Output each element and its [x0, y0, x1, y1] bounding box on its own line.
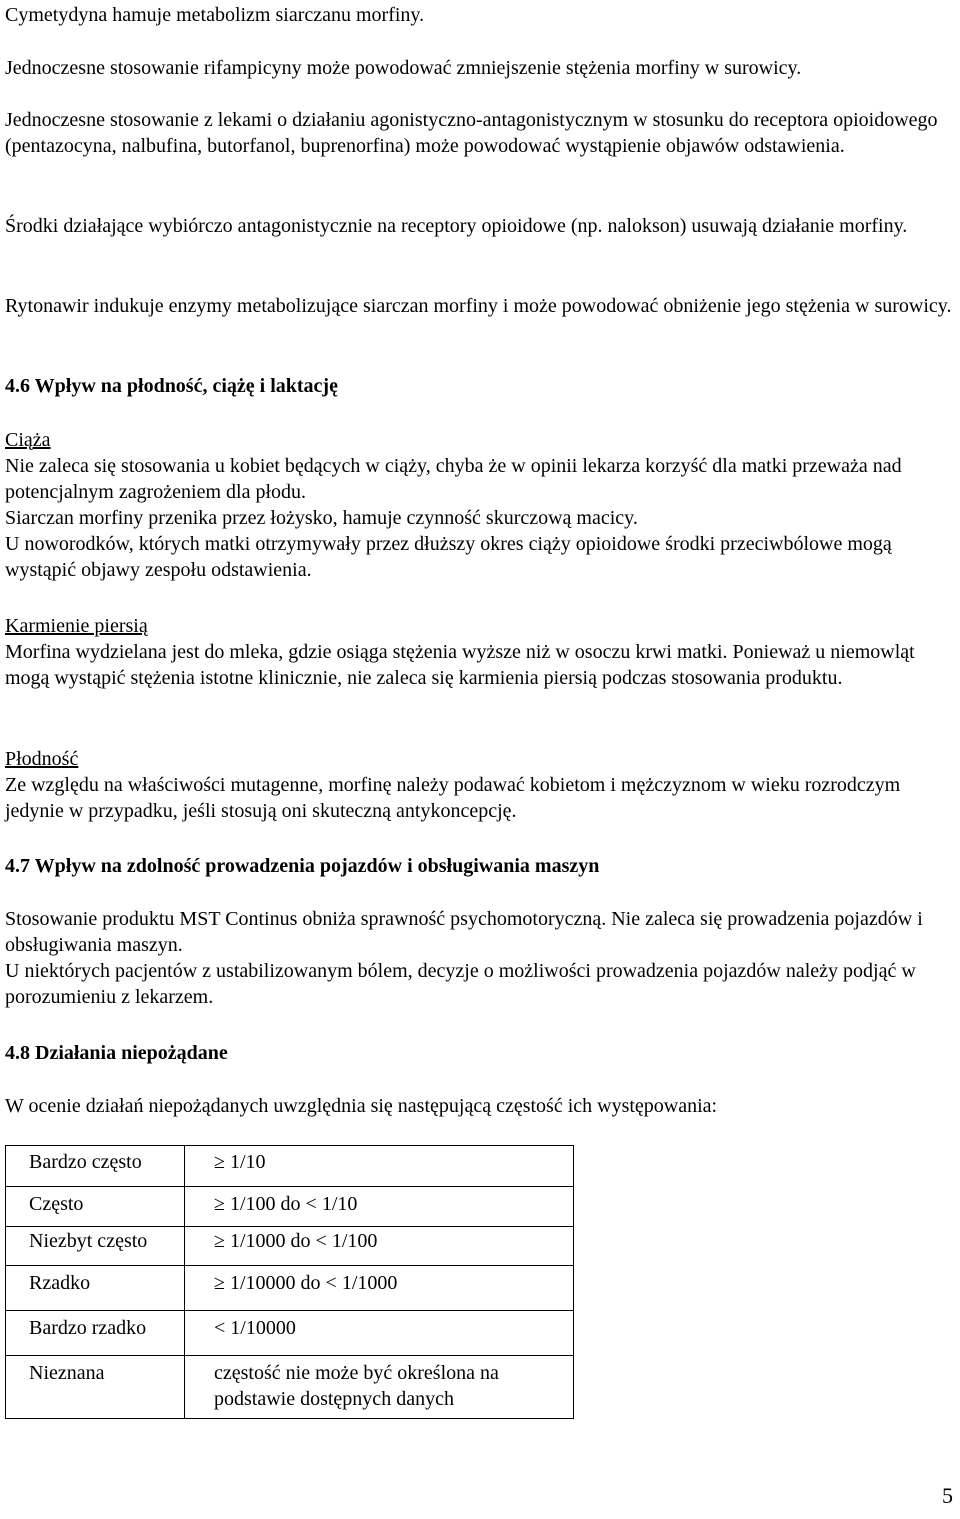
frequency-range: ≥ 1/1000 do < 1/100: [185, 1227, 574, 1266]
table-row: [6, 1356, 574, 1419]
frequency-range: ≥ 1/10: [185, 1146, 574, 1187]
page-number: 5: [942, 1483, 953, 1508]
breastfeeding-text: Morfina wydzielana jest do mleka, gdzie osiąga stężenia wyższe niż w osoczu krwi matki. Ponieważ u niemowląt mogą wystąpić stężenia istotne klinicznie, nie zaleca się karmienia piersią podczas stosowania produktu.: [5, 641, 915, 689]
breastfeeding-block: [5, 613, 955, 691]
table-row: [6, 1227, 574, 1266]
driving-block: [5, 906, 955, 1010]
pregnancy-text-1: Nie zaleca się stosowania u kobiet będących w ciąży, chyba że w opinii lekarza korzyść dla matki przeważa nad potencjalnym zagrożeniem dla płodu.: [5, 455, 902, 503]
paragraph-cimetidine: Cymetydyna hamuje metabolizm siarczanu morfiny.: [5, 4, 425, 26]
adverse-effects-intro: W ocenie działań niepożądanych uwzględnia się następującą częstość ich występowania:: [5, 1095, 718, 1117]
table-row: [6, 1187, 574, 1227]
frequency-range: ≥ 1/10000 do < 1/1000: [185, 1266, 574, 1311]
subheading-fertility: Płodność: [5, 748, 79, 770]
section-heading-4-6: 4.6 Wpływ na płodność, ciążę i laktację: [5, 375, 338, 397]
frequency-term: Rzadko: [6, 1266, 185, 1311]
paragraph-rifampicin: Jednoczesne stosowanie rifampicyny może powodować zmniejszenie stężenia morfiny w surowicy.: [5, 57, 802, 79]
fertility-block: [5, 746, 955, 824]
frequency-term: Często: [6, 1187, 185, 1227]
frequency-table: [5, 1145, 574, 1419]
frequency-term: Bardzo często: [6, 1146, 185, 1187]
paragraph-agonist-antagonist: Jednoczesne stosowanie z lekami o działaniu agonistyczno-antagonistycznym w stosunku do receptora opioidowego (pentazocyna, nalbufina, butorfanol, buprenorfina) może powodować wystąpienie objawów odstawienia.: [5, 109, 938, 157]
section-heading-4-7: 4.7 Wpływ na zdolność prowadzenia pojazdów i obsługiwania maszyn: [5, 855, 600, 877]
frequency-term: Nieznana: [6, 1356, 185, 1419]
driving-text-1: Stosowanie produktu MST Continus obniża sprawność psychomotoryczną. Nie zaleca się prowadzenia pojazdów i obsługiwania maszyn.: [5, 908, 923, 956]
fertility-text: Ze względu na właściwości mutagenne, morfinę należy podawać kobietom i mężczyznom w wieku rozrodczym jedynie w przypadku, jeśli stosują oni skuteczną antykoncepcję.: [5, 774, 901, 822]
paragraph-ritonavir: Rytonawir indukuje enzymy metabolizujące siarczan morfiny i może powodować obniżenie jego stężenia w surowicy.: [5, 295, 952, 317]
subheading-pregnancy: Ciąża: [5, 429, 51, 451]
table-row: [6, 1311, 574, 1356]
frequency-range: < 1/10000: [185, 1311, 574, 1356]
pregnancy-text-3: U noworodków, których matki otrzymywały przez dłuższy okres ciąży opioidowe środki przeciwbólowe mogą wystąpić objawy zespołu odstawienia.: [5, 533, 892, 581]
frequency-term: Bardzo rzadko: [6, 1311, 185, 1356]
pregnancy-text-2: Siarczan morfiny przenika przez łożysko, hamuje czynność skurczową macicy.: [5, 507, 638, 529]
paragraph-opioid-antagonists: Środki działające wybiórczo antagonistycznie na receptory opioidowe (np. nalokson) usuwają działanie morfiny.: [5, 215, 908, 237]
subheading-breastfeeding: Karmienie piersią: [5, 615, 148, 637]
frequency-term: Niezbyt często: [6, 1227, 185, 1266]
frequency-range: ≥ 1/100 do < 1/10: [185, 1187, 574, 1227]
table-row: [6, 1146, 574, 1187]
frequency-range: częstość nie może być określona na podstawie dostępnych danych: [185, 1356, 574, 1419]
section-heading-4-8: 4.8 Działania niepożądane: [5, 1042, 228, 1064]
driving-text-2: U niektórych pacjentów z ustabilizowanym bólem, decyzje o możliwości prowadzenia pojazdów należy podjąć w porozumieniu z lekarzem.: [5, 960, 916, 1008]
table-row: [6, 1266, 574, 1311]
pregnancy-block: [5, 427, 955, 583]
